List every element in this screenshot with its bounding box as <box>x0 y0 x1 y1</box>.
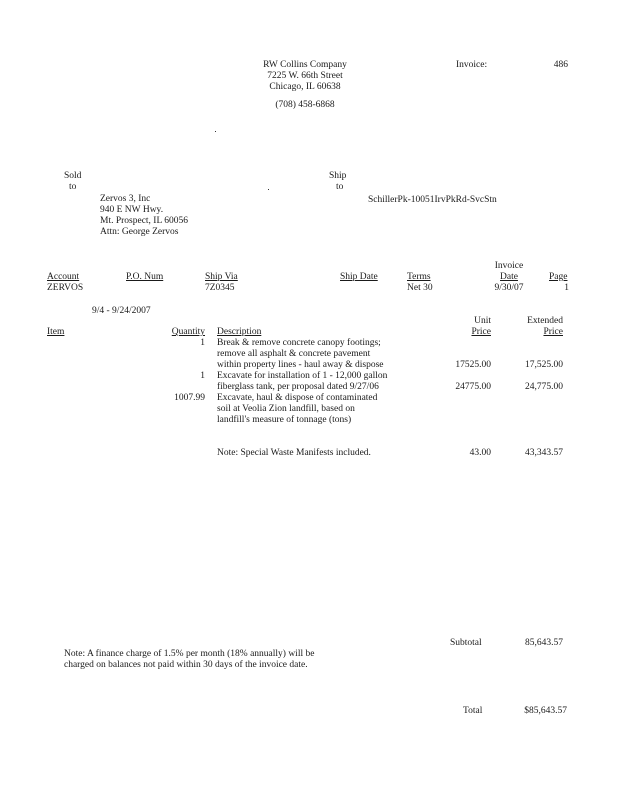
subtotal-value: 85,643.57 <box>525 638 563 648</box>
company-city: Chicago, IL 60638 <box>269 82 341 92</box>
subtotal-label: Subtotal <box>450 638 482 648</box>
sold-to-line: Zervos 3, Inc <box>100 194 151 204</box>
page-value: 1 <box>564 283 569 293</box>
terms-value: Net 30 <box>407 283 433 293</box>
extended-price-header: Extended Price <box>527 316 563 337</box>
special-waste-note: Note: Special Waste Manifests included. <box>217 448 371 458</box>
ship-date-header: Ship Date <box>340 272 378 282</box>
sold-to-line: Attn: George Zervos <box>100 227 179 237</box>
company-header <box>230 60 380 111</box>
unit-price-header: Unit Price <box>471 316 491 337</box>
total-value: $85,643.57 <box>524 706 567 716</box>
account-header: Account <box>47 272 80 282</box>
invoice-label: Invoice: <box>456 60 488 70</box>
page-header: Page <box>549 272 568 282</box>
line-item-extended-price: 24,775.00 <box>525 382 563 392</box>
line-item-unit-price: 17525.00 <box>455 360 491 370</box>
finance-charge-note: Note: A finance charge of 1.5% per month (18% annually) will be charged on balances not paid within 30 days of the invoice date. <box>64 649 315 670</box>
ship-via-header: Ship Via <box>205 272 238 282</box>
line-item-description: Break & remove concrete canopy footings; remove all asphalt & concrete pavement within property lines - haul away & dispose <box>217 338 384 370</box>
total-label: Total <box>463 706 483 716</box>
sold-to-line: 940 E NW Hwy. <box>100 205 164 215</box>
account-value: ZERVOS <box>47 283 84 293</box>
line-item-unit-price: 24775.00 <box>455 382 491 392</box>
po-num-header: P.O. Num <box>126 272 164 282</box>
sold-to-line: Mt. Prospect, IL 60056 <box>100 216 189 226</box>
company-phone: (708) 458-6868 <box>275 100 335 110</box>
sold-to-address <box>100 194 188 238</box>
company-name: RW Collins Company <box>263 60 347 70</box>
line-item-description: Excavate for installation of 1 - 12,000 gallon fiberglass tank, per proposal dated 9/27/06 <box>217 371 388 392</box>
billing-period: 9/4 - 9/24/2007 <box>92 306 151 316</box>
ship-via-value: 7Z0345 <box>205 283 235 293</box>
company-street: 7225 W. 66th Street <box>267 71 343 81</box>
ship-to-label: Ship to <box>329 171 347 192</box>
description-header: Description <box>217 327 262 337</box>
scan-speck <box>268 189 269 190</box>
terms-header: Terms <box>407 272 431 282</box>
line-item-extended-price: 43,343.57 <box>525 448 563 458</box>
line-item-unit-price: 43.00 <box>469 448 491 458</box>
invoice-date-value: 9/30/07 <box>494 283 524 293</box>
invoice-number: 486 <box>553 60 568 70</box>
sold-to-label: Sold to <box>64 171 82 192</box>
quantity-header: Quantity <box>171 327 205 337</box>
ship-to-value: SchillerPk-10051IrvPkRd-SvcStn <box>368 195 497 205</box>
line-item-quantity: 1 <box>200 371 205 381</box>
invoice-date-header: Invoice Date <box>494 261 524 282</box>
line-item-quantity: 1 <box>200 338 205 348</box>
line-item-quantity: 1007.99 <box>174 393 205 403</box>
line-item-extended-price: 17,525.00 <box>525 360 563 370</box>
item-header: Item <box>47 327 65 337</box>
line-item-description: Excavate, haul & dispose of contaminated soil at Veolia Zion landfill, based on landfill's measure of tonnage (tons) <box>217 393 378 425</box>
scan-speck <box>215 131 216 132</box>
